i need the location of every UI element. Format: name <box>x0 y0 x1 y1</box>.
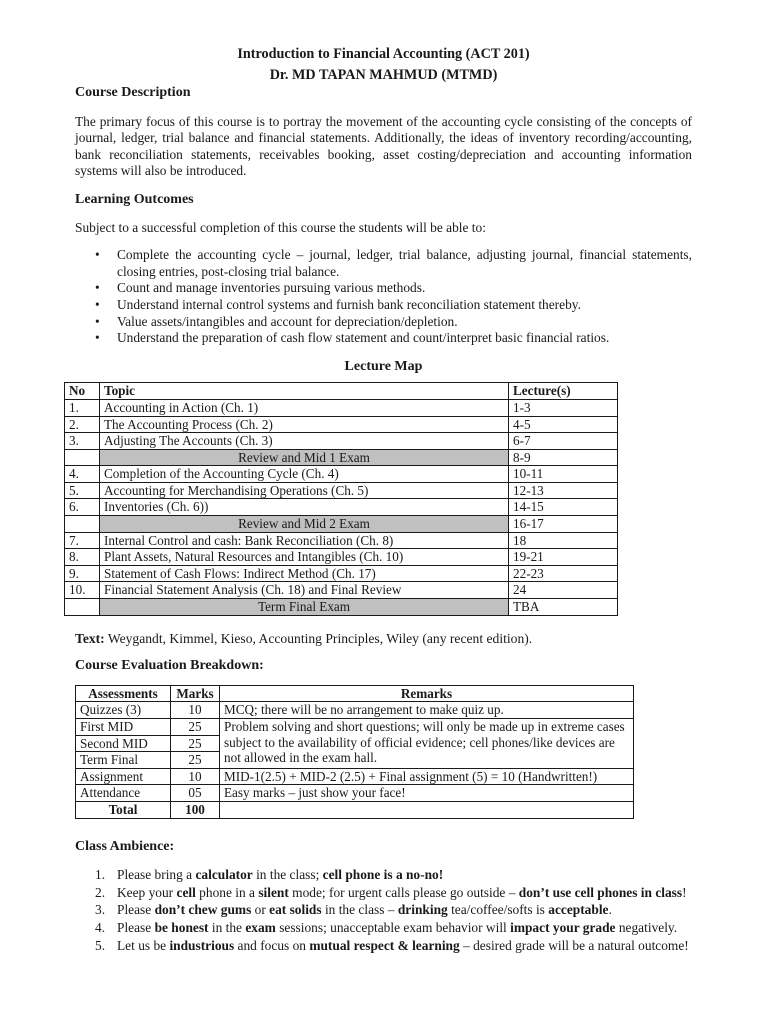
lecture-map-no <box>65 449 100 466</box>
lecture-map-lectures: 22-23 <box>509 565 618 582</box>
document-page <box>69 44 692 954</box>
evaluation-remark: Easy marks – just show your face! <box>220 785 634 802</box>
class-ambience-text: Please <box>117 902 155 918</box>
emphasis-text: drinking <box>397 902 448 918</box>
lecture-map-topic: Plant Assets, Natural Resources and Intangibles (Ch. 10) <box>100 549 509 566</box>
lecture-map-topic: Internal Control and cash: Bank Reconciliation (Ch. 8) <box>100 532 509 549</box>
lecture-map-table <box>64 382 618 615</box>
learning-outcomes-intro: Subject to a successful completion of this course the students will be able to: <box>75 219 486 235</box>
class-ambience-text: in the class – <box>321 902 398 918</box>
class-ambience-item <box>75 866 692 884</box>
lecture-map-topic: Financial Statement Analysis (Ch. 18) and Final Review <box>100 582 509 599</box>
emphasis-text: mutual respect & learning <box>309 937 460 953</box>
lecture-map-lectures: 18 <box>509 532 618 549</box>
evaluation-total-remark <box>220 801 634 818</box>
learning-outcome-item <box>75 297 692 314</box>
emphasis-text: be honest <box>154 919 209 935</box>
lecture-map-lectures: 14-15 <box>509 499 618 516</box>
learning-outcome-item <box>75 280 692 297</box>
evaluation-row <box>76 702 634 719</box>
evaluation-marks: 05 <box>171 785 220 802</box>
class-ambience-text: Let us be <box>117 937 170 953</box>
class-ambience-item <box>75 937 692 955</box>
lecture-map-no: 1. <box>65 399 100 416</box>
text-book-line <box>75 631 692 648</box>
lecture-map-lectures: 19-21 <box>509 549 618 566</box>
lecture-map-lectures: 6-7 <box>509 433 618 450</box>
bullet-icon: • <box>95 280 100 296</box>
lecture-map-row <box>65 482 618 499</box>
class-ambience-item <box>75 901 692 919</box>
learning-outcome-text: Value assets/intangibles and account for depreciation/depletion. <box>117 313 458 329</box>
lecture-map-row <box>65 516 618 533</box>
course-title: Introduction to Financial Accounting (ACT 201) <box>237 46 530 62</box>
emphasis-text: eat solids <box>269 902 322 918</box>
lecture-map-topic: Accounting in Action (Ch. 1) <box>100 399 509 416</box>
text-book-label: Text: <box>75 630 105 646</box>
evaluation-total-label: Total <box>76 801 171 818</box>
lecture-map-row <box>65 599 618 616</box>
emphasis-text: impact your grade <box>510 919 616 935</box>
lecture-map-row <box>65 433 618 450</box>
evaluation-marks: 25 <box>171 719 220 736</box>
lecture-map-lectures: 12-13 <box>509 482 618 499</box>
lecture-map-row <box>65 532 618 549</box>
lecture-map-topic: Completion of the Accounting Cycle (Ch. 4) <box>100 466 509 483</box>
class-ambience-number: 4. <box>95 919 106 935</box>
class-ambience-text: sessions; unacceptable exam behavior will <box>275 919 511 935</box>
lecture-map-no: 8. <box>65 549 100 566</box>
learning-outcomes-list <box>75 247 692 347</box>
class-ambience-text: mode; for urgent calls please go outside – <box>288 884 519 900</box>
lecture-map-topic: Inventories (Ch. 6)) <box>100 499 509 516</box>
class-ambience-item <box>75 919 692 937</box>
class-ambience-text: in the <box>208 919 246 935</box>
emphasis-text: exam <box>245 919 276 935</box>
evaluation-assessment: Second MID <box>76 735 171 752</box>
evaluation-remark: MCQ; there will be no arrangement to make quiz up. <box>220 702 634 719</box>
evaluation-remark: MID-1(2.5) + MID-2 (2.5) + Final assignment (5) = 10 (Handwritten!) <box>220 768 634 785</box>
emphasis-text: don’t chew gums <box>154 902 252 918</box>
lecture-map-no: 10. <box>65 582 100 599</box>
learning-outcome-text: Count and manage inventories pursuing various methods. <box>117 280 426 296</box>
lecture-map-lectures: 4-5 <box>509 416 618 433</box>
class-ambience-text: and focus on <box>234 937 310 953</box>
class-ambience-text: Keep your <box>117 884 177 900</box>
class-ambience-number: 3. <box>95 902 106 918</box>
class-ambience-text: Please <box>117 919 155 935</box>
evaluation-assessment: Term Final <box>76 752 171 769</box>
emphasis-text: acceptable <box>548 902 609 918</box>
lecture-map-row <box>65 449 618 466</box>
lecture-map-row <box>65 466 618 483</box>
emphasis-text: cell phone is a no-no! <box>322 867 444 883</box>
class-ambience-heading: Class Ambience: <box>75 838 175 854</box>
lecture-map-lectures: 1-3 <box>509 399 618 416</box>
class-ambience-text: tea/coffee/softs is <box>447 902 549 918</box>
class-ambience-text: . <box>608 902 612 918</box>
lecture-map-row <box>65 399 618 416</box>
lecture-map-header-lectures: Lecture(s) <box>509 383 618 400</box>
evaluation-total-row <box>76 801 634 818</box>
lecture-map-topic: Term Final Exam <box>100 599 509 616</box>
class-ambience-text: ! <box>682 884 687 900</box>
emphasis-text: don’t use cell phones in class <box>518 884 683 900</box>
lecture-map-row <box>65 499 618 516</box>
emphasis-text: cell <box>176 884 196 900</box>
evaluation-header-marks: Marks <box>171 685 220 702</box>
class-ambience-text: or <box>251 902 270 918</box>
evaluation-total-value: 100 <box>171 801 220 818</box>
evaluation-row <box>76 785 634 802</box>
lecture-map-lectures: 24 <box>509 582 618 599</box>
class-ambience-number: 5. <box>95 937 106 953</box>
lecture-map-no <box>65 599 100 616</box>
lecture-map-topic: Statement of Cash Flows: Indirect Method (Ch. 17) <box>100 565 509 582</box>
course-description-heading: Course Description <box>75 85 191 100</box>
bullet-icon: • <box>95 330 100 346</box>
learning-outcome-item <box>75 247 692 280</box>
bullet-icon: • <box>95 296 100 312</box>
lecture-map-no: 2. <box>65 416 100 433</box>
class-ambience-text: in the class; <box>252 867 323 883</box>
learning-outcome-text: Understand the preparation of cash flow statement and count/interpret basic financial ratios. <box>117 330 610 346</box>
evaluation-assessment: Attendance <box>76 785 171 802</box>
evaluation-assessment: First MID <box>76 719 171 736</box>
lecture-map-lectures: 16-17 <box>509 516 618 533</box>
lecture-map-lectures: 10-11 <box>509 466 618 483</box>
class-ambience-number: 2. <box>95 884 106 900</box>
lecture-map-topic: Accounting for Merchandising Operations (Ch. 5) <box>100 482 509 499</box>
lecture-map-header-topic: Topic <box>100 383 509 400</box>
evaluation-header-remarks: Remarks <box>220 685 634 702</box>
lecture-map-topic: Review and Mid 1 Exam <box>100 449 509 466</box>
lecture-map-no: 3. <box>65 433 100 450</box>
lecture-map-no: 7. <box>65 532 100 549</box>
learning-outcomes-heading: Learning Outcomes <box>75 191 194 207</box>
class-ambience-text: negatively. <box>615 919 678 935</box>
evaluation-marks: 25 <box>171 735 220 752</box>
emphasis-text: calculator <box>195 867 253 883</box>
class-ambience-text: – desired grade will be a natural outcome! <box>459 937 689 953</box>
lecture-map-no: 5. <box>65 482 100 499</box>
evaluation-assessment: Assignment <box>76 768 171 785</box>
learning-outcome-text: Complete the accounting cycle – journal, ledger, trial balance, adjusting journal, financial statements, closing entries, post-closing trial balance. <box>117 247 692 279</box>
lecture-map-lectures: TBA <box>509 599 618 616</box>
class-ambience-text: Please bring a <box>117 867 196 883</box>
bullet-icon: • <box>95 313 100 329</box>
lecture-map-topic: Adjusting The Accounts (Ch. 3) <box>100 433 509 450</box>
lecture-map-row <box>65 549 618 566</box>
emphasis-text: silent <box>258 884 289 900</box>
class-ambience-text: phone in a <box>195 884 259 900</box>
lecture-map-heading: Lecture Map <box>344 358 423 374</box>
emphasis-text: industrious <box>169 937 235 953</box>
lecture-map-topic: Review and Mid 2 Exam <box>100 516 509 533</box>
lecture-map-no <box>65 516 100 533</box>
lecture-map-no: 6. <box>65 499 100 516</box>
class-ambience-item <box>75 884 692 902</box>
instructor-name: Dr. MD TAPAN MAHMUD (MTMD) <box>269 67 498 83</box>
lecture-map-row <box>65 582 618 599</box>
evaluation-exams-remark: Problem solving and short questions; will only be made up in extreme cases subject to the availability of official evidence; cell phones/like devices are not allowed in the exam hall. <box>220 719 634 769</box>
class-ambience-number: 1. <box>95 867 106 883</box>
evaluation-heading: Course Evaluation Breakdown: <box>75 658 264 674</box>
lecture-map-no: 9. <box>65 565 100 582</box>
learning-outcome-item <box>75 330 692 347</box>
course-description-text: The primary focus of this course is to portray the movement of the accounting cycle consisting of the concepts of journal, ledger, trial balance and financial statements. Additionally, the ideas of inventory recording/accounting, bank reconciliation statements, receivables booking, asset costing/depreciation and accounting information systems will also be introduced. <box>75 113 692 179</box>
evaluation-assessment: Quizzes (3) <box>76 702 171 719</box>
evaluation-row <box>76 768 634 785</box>
evaluation-header-assessments: Assessments <box>76 685 171 702</box>
lecture-map-row <box>65 416 618 433</box>
text-book-value: Weygandt, Kimmel, Kieso, Accounting Principles, Wiley (any recent edition). <box>107 630 533 646</box>
lecture-map-header-no: No <box>65 383 100 400</box>
evaluation-marks: 10 <box>171 768 220 785</box>
evaluation-table <box>75 685 634 819</box>
lecture-map-lectures: 8-9 <box>509 449 618 466</box>
evaluation-marks: 10 <box>171 702 220 719</box>
learning-outcome-text: Understand internal control systems and furnish bank reconciliation statement thereby. <box>117 296 581 312</box>
evaluation-marks: 25 <box>171 752 220 769</box>
bullet-icon: • <box>95 247 100 263</box>
class-ambience-list <box>75 866 692 954</box>
learning-outcome-item <box>75 314 692 331</box>
lecture-map-no: 4. <box>65 466 100 483</box>
lecture-map-row <box>65 565 618 582</box>
lecture-map-topic: The Accounting Process (Ch. 2) <box>100 416 509 433</box>
evaluation-row <box>76 719 634 736</box>
